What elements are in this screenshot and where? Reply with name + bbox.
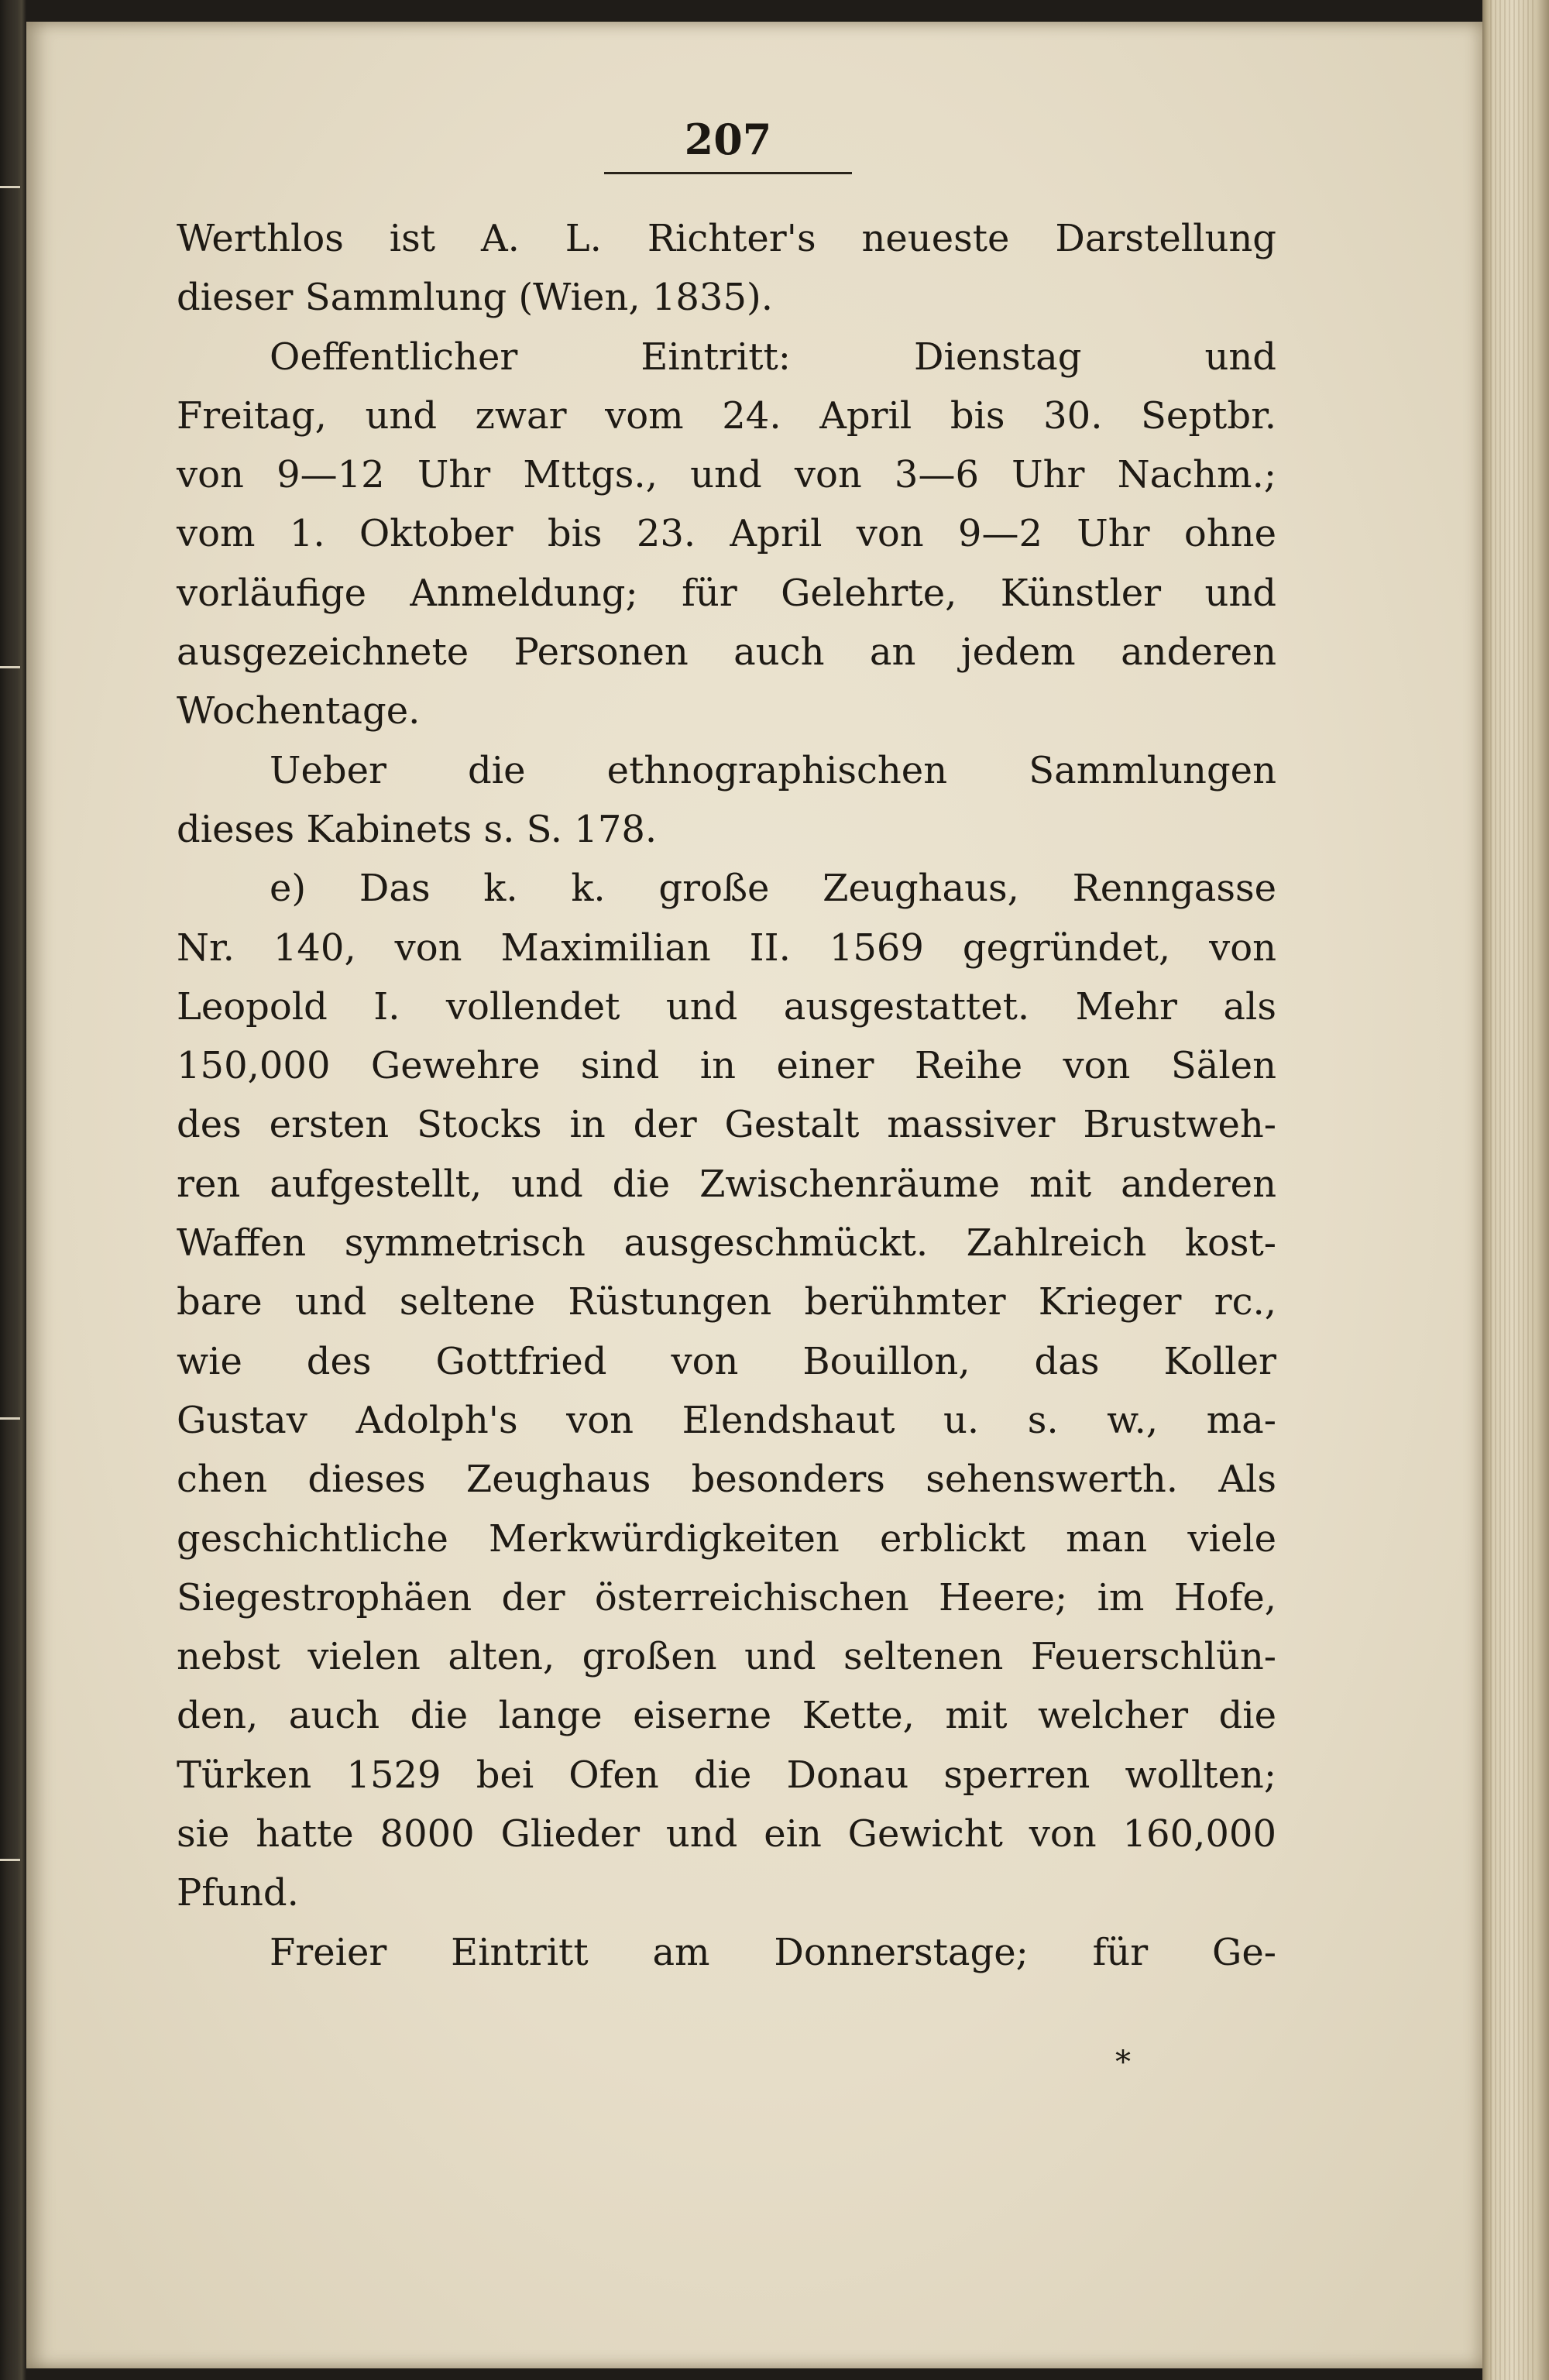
text-line: wie des Gottfried von Bouillon, das Koller bbox=[177, 1339, 1276, 1383]
page-edges bbox=[1482, 0, 1549, 2380]
text-line: Waffen symmetrisch ausgeschmückt. Zahlreich kost- bbox=[177, 1221, 1276, 1266]
page-number: 207 bbox=[684, 115, 772, 164]
text-line: 150,000 Gewehre sind in einer Reihe von Sälen bbox=[177, 1044, 1276, 1088]
text-line: Leopold I. vollendet und ausgestattet. Mehr als bbox=[177, 984, 1276, 1029]
text-line: Wochentage. bbox=[177, 689, 421, 733]
text-line: ren aufgestellt, und die Zwischenräume mit anderen bbox=[177, 1162, 1276, 1206]
text-line: den, auch die lange eiserne Kette, mit welcher die bbox=[177, 1694, 1276, 1738]
text-line: Oeffentlicher Eintritt: Dienstag und bbox=[270, 335, 1276, 379]
text-line: bare und seltene Rüstungen berühmter Krieger rc., bbox=[177, 1280, 1276, 1324]
text-line: Siegestrophäen der österreichischen Heere; im Hofe, bbox=[177, 1575, 1276, 1619]
binding-mark bbox=[0, 1859, 20, 1861]
text-line: Türken 1529 bei Ofen die Donau sperren wollten; bbox=[177, 1753, 1276, 1797]
text-line: Freitag, und zwar vom 24. April bis 30. Septbr. bbox=[177, 393, 1276, 438]
binding-mark bbox=[0, 186, 20, 188]
header-rule bbox=[604, 172, 852, 174]
text-line: Werthlos ist A. L. Richter's neueste Darstellung bbox=[177, 217, 1276, 260]
text-line: dieser Sammlung (Wien, 1835). bbox=[177, 276, 773, 320]
text-line: Freier Eintritt am Donnerstage; für Ge- bbox=[270, 1930, 1276, 1974]
text-line: des ersten Stocks in der Gestalt massiver Brustweh- bbox=[177, 1103, 1276, 1147]
text-line: Gustav Adolph's von Elendshaut u. s. w., ma- bbox=[177, 1398, 1276, 1442]
text-line: vorläufige Anmeldung; für Gelehrte, Künstler und bbox=[177, 571, 1276, 615]
text-line: von 9—12 Uhr Mttgs., und von 3—6 Uhr Nachm.; bbox=[177, 453, 1276, 497]
text-line: nebst vielen alten, großen und seltenen Feuerschlün- bbox=[177, 1635, 1276, 1679]
text-line: Nr. 140, von Maximilian II. 1569 gegründet, von bbox=[177, 926, 1276, 970]
text-line: vom 1. Oktober bis 23. April von 9—2 Uhr ohne bbox=[177, 512, 1276, 556]
text-line: chen dieses Zeughaus besonders sehenswerth. Als bbox=[177, 1458, 1276, 1502]
text-line: dieses Kabinets s. S. 178. bbox=[177, 807, 658, 851]
binding-mark bbox=[0, 1417, 20, 1420]
text-line: geschichtliche Merkwürdigkeiten erblickt man viele bbox=[177, 1516, 1276, 1561]
text-line: Ueber die ethnographischen Sammlungen bbox=[270, 748, 1276, 792]
text-line: ausgezeichnete Personen auch an jedem anderen bbox=[177, 630, 1276, 675]
signature-mark: * bbox=[1115, 2045, 1131, 2080]
text-line: sie hatte 8000 Glieder und ein Gewicht von 160,000 bbox=[177, 1812, 1276, 1856]
text-line: Pfund. bbox=[177, 1871, 299, 1915]
text-line: e) Das k. k. große Zeughaus, Renngasse bbox=[270, 867, 1276, 911]
body-text bbox=[177, 209, 1276, 1982]
binding-mark bbox=[0, 666, 20, 668]
